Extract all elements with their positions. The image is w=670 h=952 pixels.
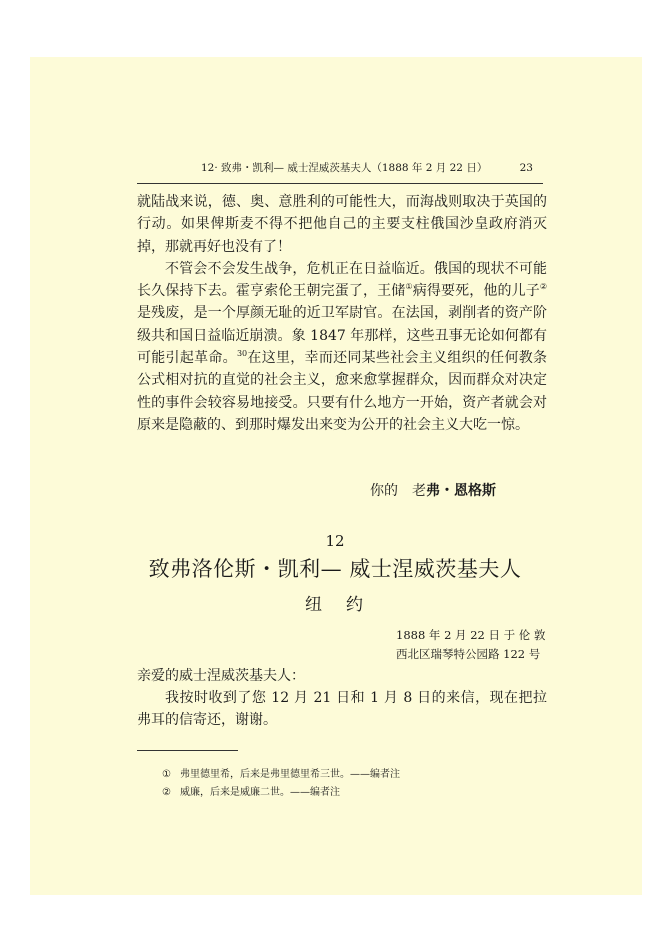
footnote-2-text: 威廉，后来是威廉二世。——编者注 [180, 787, 340, 798]
letter-number: 12 [325, 532, 345, 550]
body-text [137, 191, 547, 436]
footnote-ref-1[interactable]: ① [405, 282, 413, 292]
signoff-name: 弗・恩格斯 [426, 483, 496, 499]
paragraph-1: 就陆战来说，德、奥、意胜利的可能性大，而海战则取决于英国的行动。如果俾斯麦不得不把他自己的主要支柱俄国沙皇政府消灭掉，那就再好也没有了！ [137, 194, 547, 255]
paragraph-2-part-d: 在这里，幸而还同某些社会主义组织的任何教条公式相对抗的直觉的社会主义，愈来愈掌握群众，因而群众对决定性的事件会较容易地接受。只要有什么地方一开始，资产者就会对原来是隐蔽的、到那时爆发出来变为公开的社会主义大吃一惊。 [137, 350, 547, 433]
dateline-date: 1888 年 2 月 22 日 于 伦 敦 [396, 628, 546, 642]
signoff-prefix: 你的 老 [370, 483, 426, 499]
footnote-rule [137, 750, 238, 751]
header-rule [137, 183, 543, 184]
page-number: 23 [519, 162, 533, 174]
salutation: 亲爱的威士涅威茨基夫人： [137, 668, 305, 684]
paragraph-2-part-a: 不管会不会发生战争，危机正在日益临近。俄国的现状不可能长久保持下去。霍亨索伦王朝完蛋了，王储 [137, 260, 547, 300]
footnote-1-text: 弗里德里希，后来是弗里德里希三世。——编者注 [180, 769, 400, 780]
running-header-title: 12· 致弗・凯利— 威士涅威茨基夫人（1888 年 2 月 22 日） [201, 162, 488, 174]
letter-title: 致弗洛伦斯・凯利— 威士涅威茨基夫人 [148, 557, 522, 581]
dateline-address: 西北区瑞琴特公园路 122 号 [396, 647, 541, 661]
footnote-1-mark: ① [162, 769, 171, 780]
footnote-1 [162, 766, 400, 784]
dateline [396, 626, 545, 664]
paragraph-2-part-c: 是残废，是一个厚颜无耻的近卫军尉官。在法国，剥削者的资产阶级共和国日益临近崩溃。象 1847 年那样，这些丑事无论如何都有可能引起革命。 [137, 305, 547, 367]
footnote-2 [162, 784, 400, 802]
footnote-2-mark: ② [162, 787, 171, 798]
letter-body: 我按时收到了您 12 月 21 日和 1 月 8 日的来信，现在把拉弗耳的信寄还，谢谢。 [137, 690, 547, 729]
endnote-ref-30[interactable]: 30 [236, 349, 248, 359]
footnote-ref-2[interactable]: ② [539, 282, 548, 292]
paragraph-2-part-b: 病得要死，他的儿子 [412, 283, 540, 300]
paragraph-2 [137, 258, 547, 436]
signoff [370, 480, 496, 500]
footnotes [162, 766, 400, 802]
letter-place: 纽约 [305, 595, 387, 615]
